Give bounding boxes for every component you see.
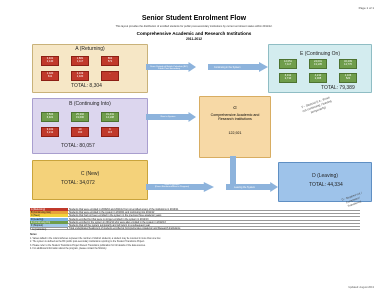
box-a-cell: ... xyxy=(101,71,119,81)
arrow-new-to-system-label: New to System xyxy=(160,116,176,118)
legend-key: G (Institution) xyxy=(30,227,68,230)
d-note: D - Stopped out / Completed / Transferred xyxy=(341,190,363,209)
note-line: 2. The system is defined as the BC public post-secondary institutions reporting to the Student Transitions Project. xyxy=(30,241,145,243)
legend-desc: Students enrolled in the system in 2011/12 who were also enrolled in the system in 2012/13 xyxy=(68,221,360,224)
legend-key: A (Returning) xyxy=(30,208,68,211)
box-a-label: A (Returning) xyxy=(75,46,105,52)
box-e-cell: 32,209 14,770 xyxy=(339,59,357,69)
center-institution-box xyxy=(199,96,271,158)
notes-heading: Notes: xyxy=(30,234,38,236)
box-e-cell: 12,051 7,117 xyxy=(279,59,297,69)
legend-key: C (New) xyxy=(30,214,68,217)
box-e-continuing-on xyxy=(268,44,372,93)
box-e-cell: 1,106 520 xyxy=(339,73,357,83)
box-b-cell: 10 160 xyxy=(71,127,89,137)
center-letter: G xyxy=(233,105,237,110)
arrow-leaving-label: Leaving the System xyxy=(234,186,255,189)
box-e-cell: 4,210 2,008 xyxy=(309,73,327,83)
legend-desc: Students that had not been enrolled in the system in the previous three academic years xyxy=(68,214,360,217)
box-e-cell: 24,001 13,105 xyxy=(309,59,327,69)
arrow-continuing-label: Continuing in the System xyxy=(214,66,241,69)
legend-desc: Total unduplicated headcount of students enrolled at Comprehensive Academic and Research Institutions xyxy=(68,227,360,230)
box-a-cell: 1,020 641 xyxy=(41,71,59,81)
box-b-cell: 7,504 6,921 xyxy=(41,112,59,122)
legend-desc: Students enrolled but that were no longer enrolled in the system in 2012/13 xyxy=(68,218,360,221)
legend-key: D (Leaving) xyxy=(30,218,68,221)
note-line: 3. Please refer to the Student Transitions Project Recent Transitions publication for full details of the data sources. xyxy=(30,244,146,247)
center-count: 122,921 xyxy=(228,131,242,135)
footer-updated: Updated: August 2013 xyxy=(348,286,374,289)
box-c-total: TOTAL: 34,072 xyxy=(61,180,95,186)
note-line: 1. Values tallied in the columns/boxes represent the number of distinct students; a student may be counted in more than one box. xyxy=(30,237,162,240)
box-e-total: TOTAL: 79,389 xyxy=(321,85,355,91)
stopout-note: F - Stopout (i.e., those not continuing / leaving temporarily) xyxy=(300,95,333,115)
legend-row xyxy=(30,227,360,230)
box-d-label: D (Leaving) xyxy=(312,173,338,179)
box-b-cell: 25,302 19,600 xyxy=(71,112,89,122)
intro-text: This layout provides the distribution of enrolled students for public post-secondary institutions by current enrolment status within 2011/12. xyxy=(115,25,273,28)
box-b-cell: 9,102 3,212 xyxy=(41,127,59,137)
arrow-new-student-label: New to System (Direct Enrolment/New to Program) xyxy=(154,184,190,188)
legend-key: F (Stopout) xyxy=(30,224,68,227)
box-a-cell: 1,881 1,117 xyxy=(71,56,89,66)
box-e-label: E (Continuing On) xyxy=(299,51,341,57)
page-label: Page 1 of 1 xyxy=(358,6,374,10)
subtitle: Comprehensive Academic and Research Institutions xyxy=(136,31,252,36)
box-b-cell: 31,441 14,108 xyxy=(101,112,119,122)
center-name: Comprehensive Academic and Research Institutions xyxy=(210,113,260,121)
box-e-cell: 6,012 2,710 xyxy=(279,73,297,83)
box-a-returning xyxy=(32,44,148,93)
box-c-label: C (New) xyxy=(80,171,100,177)
legend-key: E (Continuing On) xyxy=(30,221,68,224)
legend-desc: Students that left the system temporarily and will return in a subsequent year xyxy=(68,224,360,227)
legend-key: B (Continuing Into) xyxy=(30,211,68,214)
box-b-cell: 6 115 xyxy=(101,127,119,137)
year-label: 2011-2012 xyxy=(185,37,203,41)
legend-desc: Students that were enrolled in the system in 2010/11 and continuing into 2011/12 xyxy=(68,211,360,214)
box-c-new xyxy=(32,160,148,200)
box-a-total: TOTAL: 8,304 xyxy=(71,83,102,89)
arrow-from-outside-label: From Outside of British Columbia (BC) Public Post-Secondary xyxy=(150,66,188,70)
center-down-connector xyxy=(230,156,236,186)
box-a-cell: 3,401 2,140 xyxy=(41,56,59,66)
box-a-cell: 2,109 1,320 xyxy=(71,71,89,81)
box-d-total: TOTAL: 44,334 xyxy=(309,182,343,188)
legend-desc: Students that were enrolled in 2009/10 and 2011/12 but not enrolled at any of the institutions in 2010/11 xyxy=(68,208,360,211)
box-b-label: B (Continuing Into) xyxy=(69,101,111,107)
note-line: 4. For additional information about the program, please contact the Ministry. xyxy=(30,248,107,250)
box-a-cell: 893 572 xyxy=(101,56,119,66)
box-b-total: TOTAL: 80,057 xyxy=(61,143,95,149)
page-title: Senior Student Enrolment Flow xyxy=(141,15,247,22)
box-b-continuing-into xyxy=(32,98,148,154)
